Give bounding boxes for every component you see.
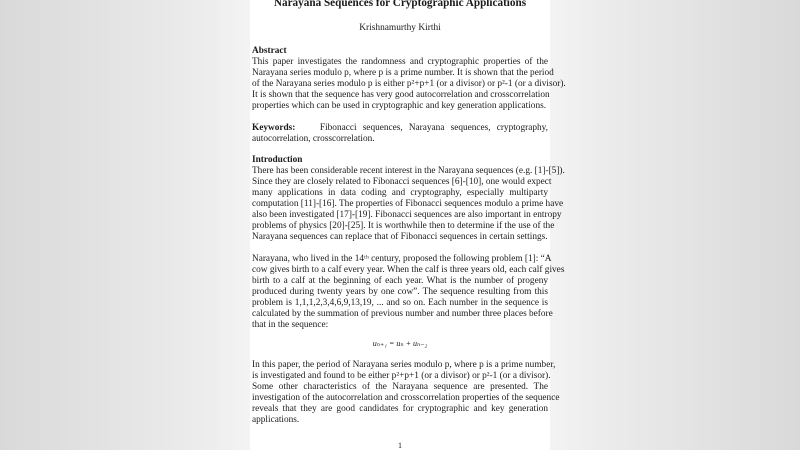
text-line: of the Narayana series modulo p is either p²+p+1 (or a divisor) or p²-1 (or a divisor). (252, 78, 566, 89)
text-line: applications. (252, 414, 300, 425)
text-line: problem is 1,1,1,2,3,4,6,9,13,19, ... and so on. Each number in the sequence is (252, 297, 548, 308)
text-line: cow gives birth to a calf every year. When the calf is three years old, each calf gives (252, 264, 565, 275)
text-line: This paper investigates the randomness and cryptographic properties of the (252, 56, 548, 67)
text-line: There has been considerable recent interest in the Narayana sequences (e.g. [1]-[5]). (252, 165, 565, 176)
introduction-paragraph-3 (252, 360, 560, 426)
text-line: is investigated and found to be either p²+p+1 (or a divisor) or p²-1 (or a divisor). (252, 370, 551, 381)
text-line: Narayana, who lived in the 14ᵗʰ century, proposed the following problem [1]: “A (252, 254, 552, 264)
text-line: birth to a calf at the beginning of each year. What is the number of progeny (252, 275, 548, 286)
text-line: Narayana series modulo p, where p is a prime number. It is shown that the period (252, 67, 554, 78)
introduction-heading: Introduction (252, 155, 303, 165)
text-line: It is shown that the sequence has very good autocorrelation and crosscorrelation (252, 89, 550, 100)
introduction-paragraph-2 (252, 254, 565, 331)
text-line: calculated by the summation of previous number and number three places before (252, 308, 553, 319)
abstract-heading: Abstract (252, 46, 287, 56)
text-line: reveals that they are good candidates for cryptographic and key generation (252, 403, 548, 414)
text-line: produced during twenty years by one cow”. The sequence resulting from this (252, 286, 548, 297)
text-line: Narayana sequences can replace that of Fibonacci sequences in certain settings. (252, 231, 548, 242)
abstract-section (252, 46, 566, 112)
text-line: that in the sequence: (252, 319, 329, 330)
keywords-line (252, 123, 548, 134)
page-number: 1 (398, 441, 402, 450)
text-line: computation [11]-[16]. The properties of Fibonacci sequences modulo a prime have (252, 198, 564, 209)
text-line: Since they are closely related to Fibonacci sequences [6]-[10], one would expect (252, 176, 552, 187)
text-line: also been investigated [17]-[19]. Fibonacci sequences are also important in entropy (252, 209, 562, 220)
text-line: Some other characteristics of the Narayana sequence are presented. The (252, 381, 548, 392)
keywords-label: Keywords: (252, 123, 296, 133)
text-line: In this paper, the period of Narayana series modulo p, where p is a prime number, (252, 360, 556, 370)
text-line: investigation of the autocorrelation and crosscorrelation properties of the sequence (252, 392, 560, 403)
keywords-text: Fibonacci sequences, Narayana sequences, cryptography, (319, 123, 548, 133)
paper-title: Narayana Sequences for Cryptographic Applications (273, 0, 527, 9)
introduction-section (252, 155, 565, 243)
equation: uₙ₊₁ = uₙ + uₙ₋₂ (372, 339, 428, 348)
text-line: many applications in data coding and cryptography, especially multiparty (252, 187, 548, 198)
keywords-section (252, 123, 548, 145)
text-line: properties which can be used in cryptographic and key generation applications. (252, 100, 547, 111)
text-line: autocorrelation, crosscorrelation. (252, 133, 375, 144)
document-page (250, 0, 566, 450)
author-name: Krishnamurthy Kirthi (359, 23, 441, 33)
text-line: problems of physics [20]-[25]. It is worthwhile then to determine if the use of the (252, 220, 555, 231)
